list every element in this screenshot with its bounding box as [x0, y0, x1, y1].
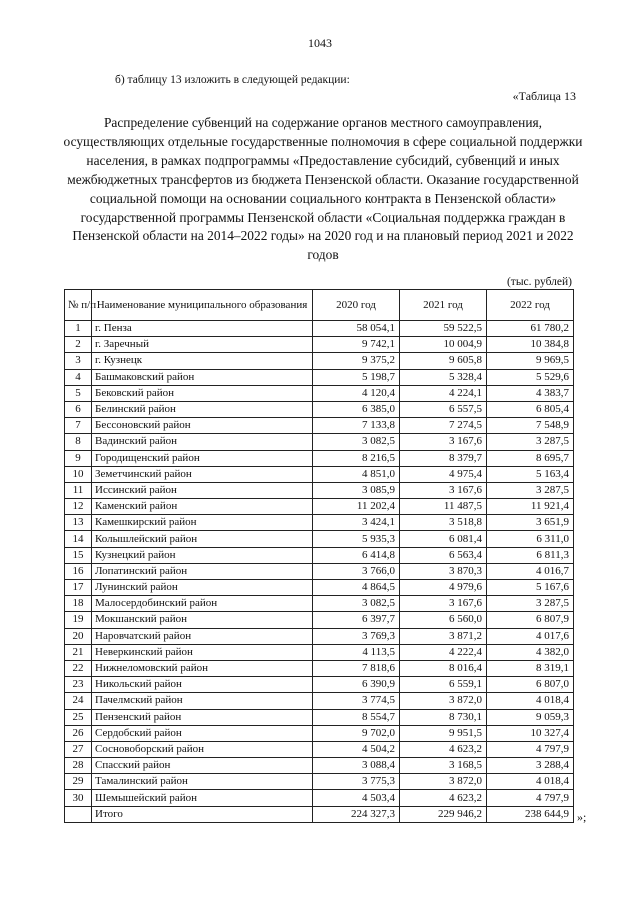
table-row	[65, 385, 574, 401]
table-body	[65, 321, 574, 823]
row-number: 14	[65, 531, 92, 547]
value-2021: 3 167,6	[400, 482, 487, 498]
value-2021: 11 487,5	[400, 499, 487, 515]
municipality-name: Неверкинский район	[92, 644, 313, 660]
municipality-name: Земетчинский район	[92, 466, 313, 482]
header-2022: 2022 год	[487, 290, 574, 321]
value-2022: 9 059,3	[487, 709, 574, 725]
value-2022: 6 805,4	[487, 401, 574, 417]
row-number: 30	[65, 790, 92, 806]
value-2020: 4 851,0	[313, 466, 400, 482]
table-row	[65, 628, 574, 644]
table-row	[65, 401, 574, 417]
table-row	[65, 758, 574, 774]
municipality-name: Колышлейский район	[92, 531, 313, 547]
municipality-name: Лопатинский район	[92, 563, 313, 579]
row-number: 29	[65, 774, 92, 790]
municipality-name: Никольский район	[92, 677, 313, 693]
table-row	[65, 563, 574, 579]
row-number: 20	[65, 628, 92, 644]
value-2022: 5 529,6	[487, 369, 574, 385]
row-number: 17	[65, 580, 92, 596]
municipality-name: Бековский район	[92, 385, 313, 401]
value-2022: 6 311,0	[487, 531, 574, 547]
row-number: 22	[65, 660, 92, 676]
value-2022: 6 807,0	[487, 677, 574, 693]
value-2022: 8 695,7	[487, 450, 574, 466]
row-number: 25	[65, 709, 92, 725]
value-2022: 4 383,7	[487, 385, 574, 401]
municipality-name: Пензенский район	[92, 709, 313, 725]
value-2021: 8 016,4	[400, 660, 487, 676]
value-2020: 5 198,7	[313, 369, 400, 385]
municipality-name: Нижнеломовский район	[92, 660, 313, 676]
value-2021: 3 872,0	[400, 774, 487, 790]
value-2021: 6 559,1	[400, 677, 487, 693]
value-2021: 8 730,1	[400, 709, 487, 725]
table-row	[65, 321, 574, 337]
value-2020: 3 085,9	[313, 482, 400, 498]
table-row	[65, 466, 574, 482]
value-2021: 4 623,2	[400, 741, 487, 757]
municipality-name: Вадинский район	[92, 434, 313, 450]
value-2021: 9 951,5	[400, 725, 487, 741]
page-number: 1043	[308, 36, 332, 50]
municipality-name: Каменский район	[92, 499, 313, 515]
table-row	[65, 418, 574, 434]
value-2022: 6 807,9	[487, 612, 574, 628]
value-2020: 6 397,7	[313, 612, 400, 628]
value-2021: 6 557,5	[400, 401, 487, 417]
row-number: 21	[65, 644, 92, 660]
value-2022: 4 017,6	[487, 628, 574, 644]
value-2021: 3 167,6	[400, 434, 487, 450]
total-number	[65, 806, 92, 822]
value-2021: 4 623,2	[400, 790, 487, 806]
value-2022: 3 651,9	[487, 515, 574, 531]
total-2022: 238 644,9	[487, 806, 574, 822]
table-row	[65, 353, 574, 369]
row-number: 6	[65, 401, 92, 417]
total-2021: 229 946,2	[400, 806, 487, 822]
value-2022: 3 287,5	[487, 596, 574, 612]
municipality-name: Бессоновский район	[92, 418, 313, 434]
table-row	[65, 482, 574, 498]
row-number: 19	[65, 612, 92, 628]
value-2022: 7 548,9	[487, 418, 574, 434]
municipality-name: Кузнецкий район	[92, 547, 313, 563]
value-2020: 6 385,0	[313, 401, 400, 417]
table-row	[65, 677, 574, 693]
value-2022: 4 016,7	[487, 563, 574, 579]
value-2020: 9 742,1	[313, 337, 400, 353]
header-2020: 2020 год	[313, 290, 400, 321]
row-number: 15	[65, 547, 92, 563]
value-2022: 9 969,5	[487, 353, 574, 369]
value-2020: 8 554,7	[313, 709, 400, 725]
value-2022: 4 382,0	[487, 644, 574, 660]
table-row	[65, 531, 574, 547]
row-number: 11	[65, 482, 92, 498]
municipality-name: Тамалинский район	[92, 774, 313, 790]
value-2020: 8 216,5	[313, 450, 400, 466]
header-number: № п/п	[65, 290, 92, 321]
table-reference: «Таблица 13	[512, 89, 576, 103]
municipality-name: Спасский район	[92, 758, 313, 774]
value-2020: 7 133,8	[313, 418, 400, 434]
municipality-name: Сердобский район	[92, 725, 313, 741]
municipality-name: Камешкирский район	[92, 515, 313, 531]
total-label: Итого	[92, 806, 313, 822]
subvention-table	[64, 289, 574, 823]
row-number: 2	[65, 337, 92, 353]
value-2021: 10 004,9	[400, 337, 487, 353]
municipality-name: Башмаковский район	[92, 369, 313, 385]
intro-text: б) таблицу 13 изложить в следующей редакции:	[115, 74, 350, 86]
value-2020: 6 390,9	[313, 677, 400, 693]
value-2022: 8 319,1	[487, 660, 574, 676]
value-2022: 3 287,5	[487, 482, 574, 498]
municipality-name: Мокшанский район	[92, 612, 313, 628]
value-2021: 3 871,2	[400, 628, 487, 644]
value-2022: 3 287,5	[487, 434, 574, 450]
value-2020: 3 769,3	[313, 628, 400, 644]
value-2020: 4 113,5	[313, 644, 400, 660]
header-2021: 2021 год	[400, 290, 487, 321]
table-row	[65, 790, 574, 806]
row-number: 24	[65, 693, 92, 709]
value-2020: 3 766,0	[313, 563, 400, 579]
value-2020: 4 864,5	[313, 580, 400, 596]
value-2020: 6 414,8	[313, 547, 400, 563]
value-2021: 4 224,1	[400, 385, 487, 401]
municipality-name: Городищенский район	[92, 450, 313, 466]
value-2020: 3 082,5	[313, 596, 400, 612]
value-2022: 4 018,4	[487, 774, 574, 790]
value-2021: 4 222,4	[400, 644, 487, 660]
municipality-name: Пачелмский район	[92, 693, 313, 709]
row-number: 23	[65, 677, 92, 693]
table-row	[65, 580, 574, 596]
value-2021: 6 081,4	[400, 531, 487, 547]
value-2021: 9 605,8	[400, 353, 487, 369]
municipality-name: Наровчатский район	[92, 628, 313, 644]
table-row	[65, 515, 574, 531]
value-2020: 11 202,4	[313, 499, 400, 515]
value-2020: 4 503,4	[313, 790, 400, 806]
table-row	[65, 660, 574, 676]
value-2020: 7 818,6	[313, 660, 400, 676]
value-2022: 10 327,4	[487, 725, 574, 741]
header-name: Наименование муниципального образования	[92, 290, 313, 321]
value-2022: 5 163,4	[487, 466, 574, 482]
value-2022: 3 288,4	[487, 758, 574, 774]
row-number: 9	[65, 450, 92, 466]
value-2020: 3 424,1	[313, 515, 400, 531]
row-number: 12	[65, 499, 92, 515]
value-2021: 3 872,0	[400, 693, 487, 709]
value-2022: 11 921,4	[487, 499, 574, 515]
value-2022: 4 797,9	[487, 741, 574, 757]
municipality-name: Шемышейский район	[92, 790, 313, 806]
table-row	[65, 644, 574, 660]
value-2020: 9 375,2	[313, 353, 400, 369]
row-number: 16	[65, 563, 92, 579]
table-row	[65, 369, 574, 385]
value-2021: 3 167,6	[400, 596, 487, 612]
value-2020: 3 774,5	[313, 693, 400, 709]
value-2021: 4 979,6	[400, 580, 487, 596]
value-2021: 8 379,7	[400, 450, 487, 466]
row-number: 27	[65, 741, 92, 757]
value-2022: 4 018,4	[487, 693, 574, 709]
value-2021: 5 328,4	[400, 369, 487, 385]
value-2021: 3 870,3	[400, 563, 487, 579]
value-2022: 6 811,3	[487, 547, 574, 563]
table-header-row	[65, 290, 574, 321]
total-2020: 224 327,3	[313, 806, 400, 822]
table-row	[65, 596, 574, 612]
row-number: 8	[65, 434, 92, 450]
table-row	[65, 434, 574, 450]
value-2021: 3 518,8	[400, 515, 487, 531]
row-number: 5	[65, 385, 92, 401]
municipality-name: г. Заречный	[92, 337, 313, 353]
municipality-name: г. Кузнецк	[92, 353, 313, 369]
value-2020: 9 702,0	[313, 725, 400, 741]
row-number: 7	[65, 418, 92, 434]
value-2021: 7 274,5	[400, 418, 487, 434]
value-2020: 3 775,3	[313, 774, 400, 790]
row-number: 13	[65, 515, 92, 531]
table-row	[65, 612, 574, 628]
municipality-name: г. Пенза	[92, 321, 313, 337]
units-label: (тыс. рублей)	[506, 276, 572, 288]
table-row	[65, 499, 574, 515]
row-number: 4	[65, 369, 92, 385]
value-2022: 5 167,6	[487, 580, 574, 596]
municipality-name: Белинский район	[92, 401, 313, 417]
table-row	[65, 741, 574, 757]
value-2021: 3 168,5	[400, 758, 487, 774]
table-title: Распределение субвенций на содержание органов местного самоуправления, осуществляющих отдельные государственные полномочия в сфере социальной поддержки населения, в рамках подпрограммы «Предоставление субсидий, субвенций и иных межбюджетных трансфертов из бюджета Пензенской области. Оказание государственной социальной помощи на основании социального контракта в Пензенской области» государственной программы Пензенской области «Социальная поддержка граждан в Пензенской области на 2014–2022 годы» на 2020 год и на плановый период 2021 и 2022 годов	[63, 115, 583, 263]
row-number: 10	[65, 466, 92, 482]
row-number: 28	[65, 758, 92, 774]
value-2020: 3 088,4	[313, 758, 400, 774]
value-2020: 3 082,5	[313, 434, 400, 450]
municipality-name: Малосердобинский район	[92, 596, 313, 612]
value-2021: 4 975,4	[400, 466, 487, 482]
table-row	[65, 693, 574, 709]
table-row	[65, 774, 574, 790]
value-2020: 4 504,2	[313, 741, 400, 757]
value-2021: 6 560,0	[400, 612, 487, 628]
value-2021: 6 563,4	[400, 547, 487, 563]
row-number: 26	[65, 725, 92, 741]
table-row	[65, 547, 574, 563]
row-number: 1	[65, 321, 92, 337]
value-2022: 4 797,9	[487, 790, 574, 806]
value-2022: 61 780,2	[487, 321, 574, 337]
table-row	[65, 450, 574, 466]
value-2022: 10 384,8	[487, 337, 574, 353]
table-row	[65, 337, 574, 353]
total-row	[65, 806, 574, 822]
municipality-name: Лунинский район	[92, 580, 313, 596]
row-number: 18	[65, 596, 92, 612]
table-row	[65, 709, 574, 725]
value-2020: 58 054,1	[313, 321, 400, 337]
table-row	[65, 725, 574, 741]
value-2021: 59 522,5	[400, 321, 487, 337]
municipality-name: Сосновоборский район	[92, 741, 313, 757]
closing-mark: »;	[577, 810, 587, 824]
municipality-name: Иссинский район	[92, 482, 313, 498]
row-number: 3	[65, 353, 92, 369]
value-2020: 5 935,3	[313, 531, 400, 547]
value-2020: 4 120,4	[313, 385, 400, 401]
